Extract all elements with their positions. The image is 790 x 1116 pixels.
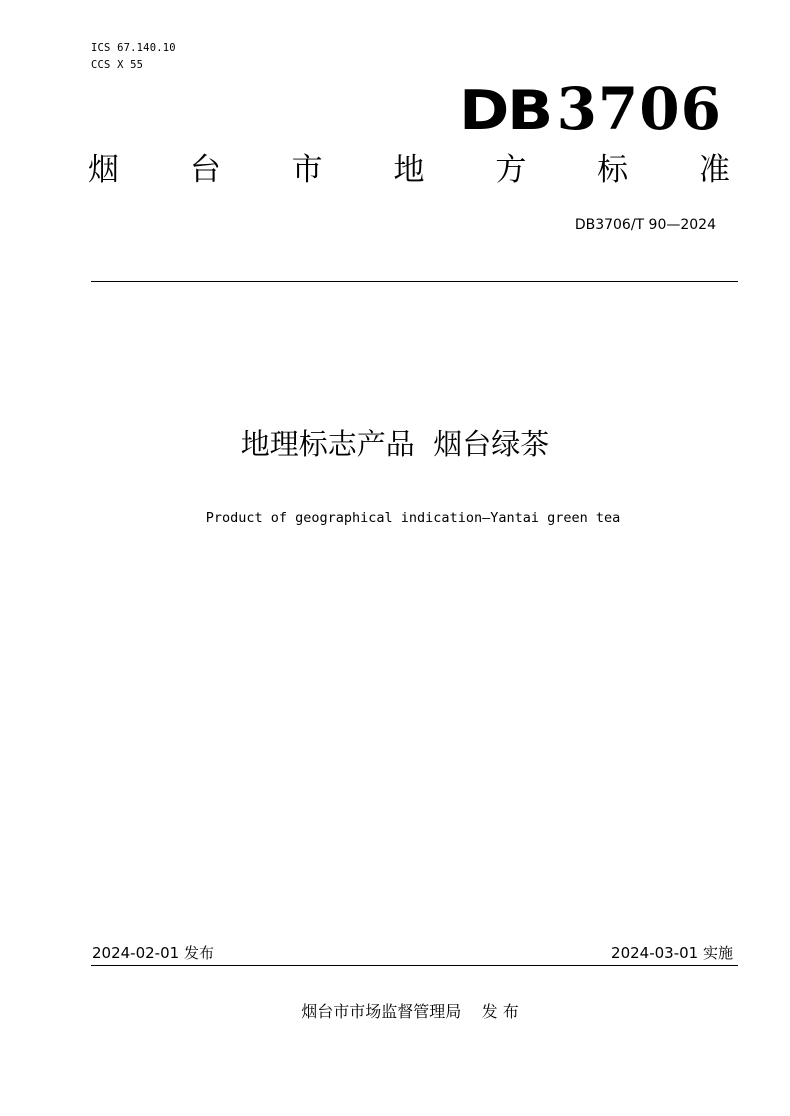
effective-date: 2024-03-01 实施 [611, 944, 733, 962]
header-divider [91, 281, 738, 282]
db-logo [458, 75, 722, 143]
standard-level-char: 标 [597, 152, 629, 188]
standard-level-title [88, 150, 730, 190]
ics-code: ICS 67.140.10 [91, 42, 176, 54]
standard-level-char: 台 [189, 152, 221, 188]
standard-level-char: 准 [698, 152, 730, 188]
standard-level-char: 烟 [88, 152, 119, 188]
footer-divider [91, 965, 738, 966]
standard-level-char: 方 [495, 152, 527, 188]
db-logo-number: 3706 [556, 75, 722, 143]
document-title-english: Product of geographical indication—Yantai green tea [205, 510, 621, 526]
standard-number: DB3706/T 90—2024 [574, 217, 716, 233]
standard-level-char: 地 [393, 152, 425, 188]
publish-date: 2024-02-01 发布 [92, 944, 214, 962]
issuing-authority: 烟台市市场监督管理局 发 布 [301, 1002, 519, 1021]
db-logo-prefix: DB [458, 79, 551, 142]
ccs-code: CCS X 55 [91, 59, 144, 71]
document-title-chinese: 地理标志产品 烟台绿茶 [240, 427, 550, 461]
standard-level-char: 市 [291, 152, 323, 188]
